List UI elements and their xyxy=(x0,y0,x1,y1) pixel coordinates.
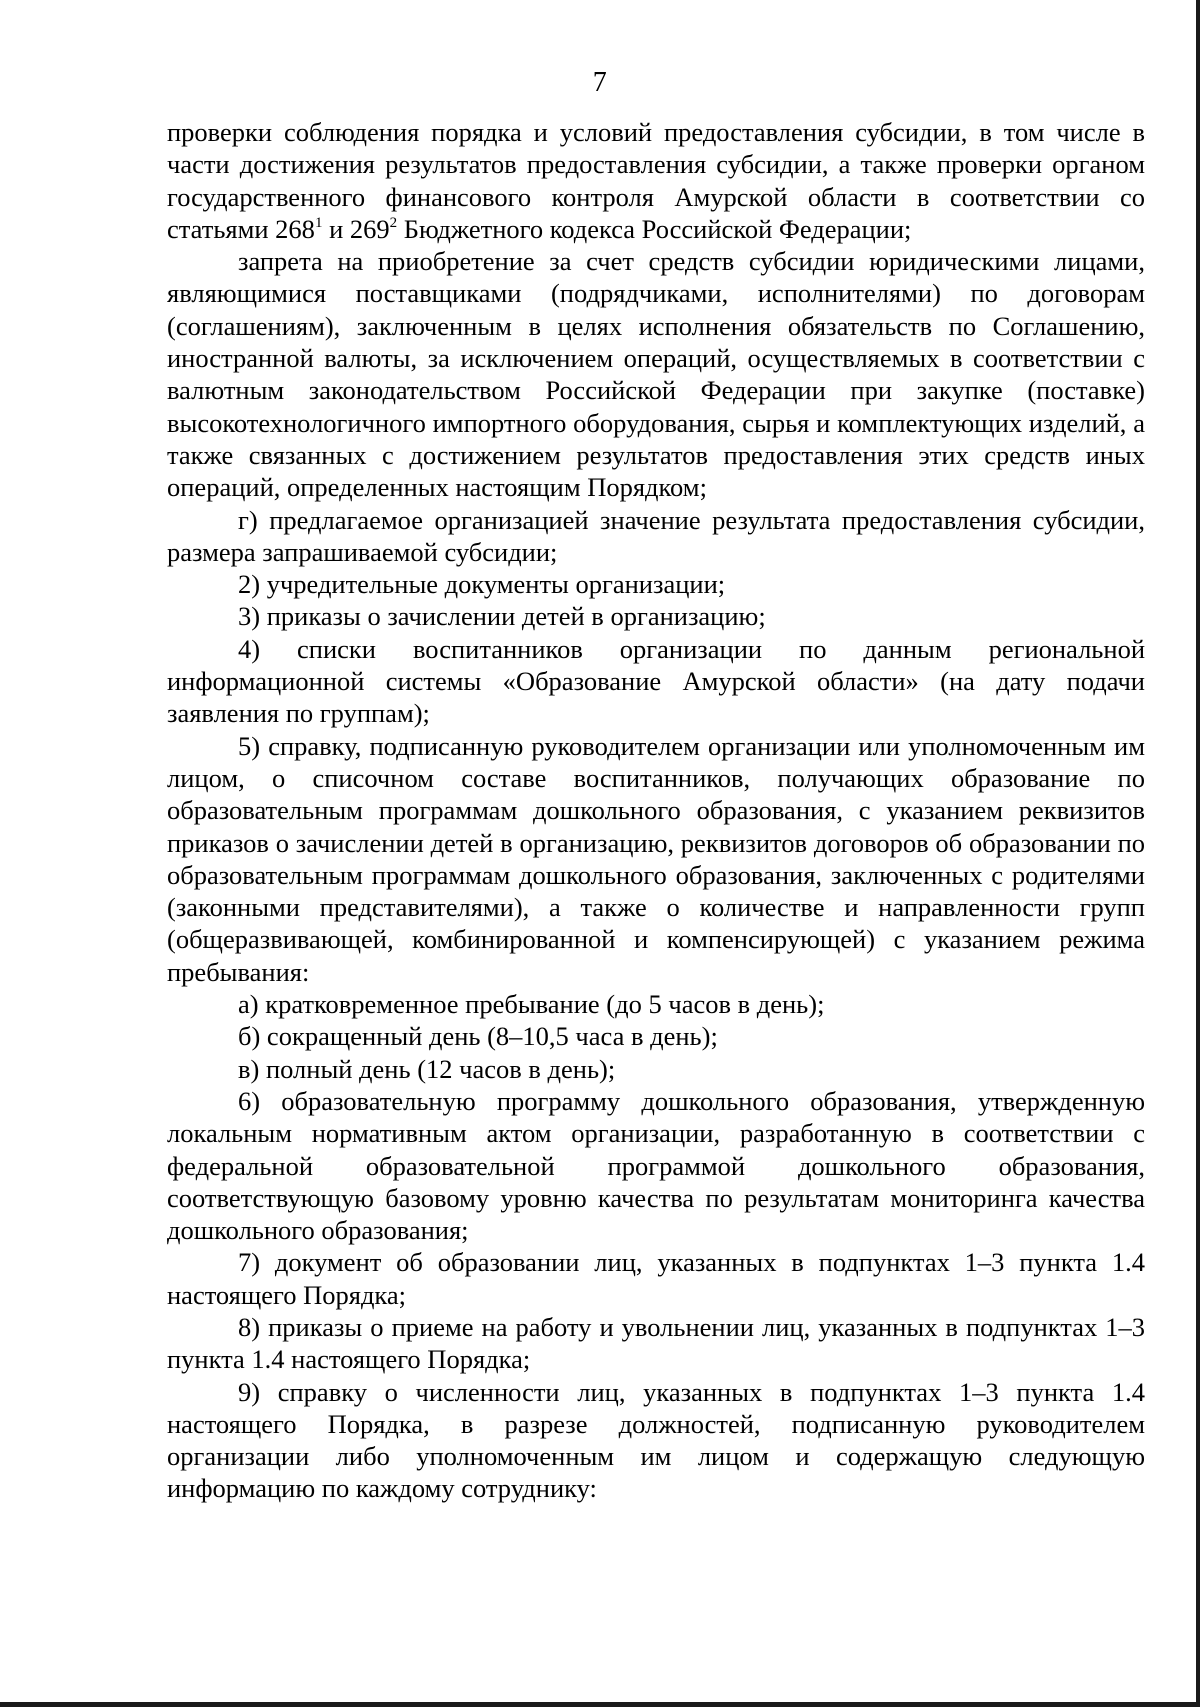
paragraph xyxy=(167,1020,1145,1052)
paragraph-text: и 269 xyxy=(322,213,390,244)
page-number: 7 xyxy=(592,67,608,98)
paragraph xyxy=(167,1085,1145,1246)
paragraph xyxy=(167,730,1145,988)
superscript: 1 xyxy=(314,214,323,231)
paragraph xyxy=(167,1053,1145,1085)
paragraph xyxy=(167,1246,1145,1311)
paragraph xyxy=(167,600,1145,632)
superscript: 2 xyxy=(389,214,398,231)
paragraph xyxy=(167,633,1145,730)
paragraph-text: запрета на приобретение за счет средств субсидии юридическими лицами, являющимися поставщиками (подрядчиками, исполнителями) по договорам (соглашениям), заключенным в целях исполнения обязательств по Соглашению, иностранной валюты, за исключением операций, осуществляемых в соответствии с валютным законодательством Российской Федерации при закупке (поставке) высокотехнологичного импортного оборудования, сырья и комплектующих изделий, а также связанных с достижением результатов предоставления этих средств иных операций, определенных настоящим Порядком; xyxy=(167,246,1145,503)
paragraph-text: 6) образовательную программу дошкольного образования, утвержденную локальным нормативным актом организации, разработанную в соответствии с федеральной образовательной программой дошкольного образования, соответствующую базовому уровню качества по результатам мониторинга качества дошкольного образования; xyxy=(167,1085,1145,1246)
paragraph xyxy=(167,1376,1145,1505)
paragraph xyxy=(167,568,1145,600)
paragraph xyxy=(167,504,1145,569)
paragraph-text: 7) документ об образовании лиц, указанных в подпунктах 1–3 пункта 1.4 настоящего Порядка; xyxy=(167,1247,1145,1310)
paragraph-text: 5) справку, подписанную руководителем организации или уполномоченным им лицом, о списочном составе воспитанников, получающих образование по образовательным программам дошкольного образования, с указанием реквизитов приказов о зачислении детей в организацию, реквизитов договоров об образовании по образовательным программам дошкольного образования, заключенных с родителями (законными представителями), а также о количестве и направленности групп (общеразвивающей, комбинированной и компенсирующей) с указанием режима пребывания: xyxy=(167,730,1145,987)
paragraph-text: 3) приказы о зачислении детей в организацию; xyxy=(238,601,766,632)
paragraph-text: Бюджетного кодекса Российской Федерации; xyxy=(397,213,912,244)
paragraph-text: 9) справку о численности лиц, указанных в подпунктах 1–3 пункта 1.4 настоящего Порядка, в разрезе должностей, подписанную руководителем организации либо уполномоченным им лицом и содержащую следующую информацию по каждому сотруднику: xyxy=(167,1376,1145,1504)
paragraph-text: 8) приказы о приеме на работу и увольнении лиц, указанных в подпунктах 1–3 пункта 1.4 настоящего Порядка; xyxy=(167,1311,1145,1375)
paragraph xyxy=(167,245,1145,503)
paragraph-text: в) полный день (12 часов в день); xyxy=(238,1053,616,1084)
paragraph-text: 4) списки воспитанников организации по данным региональной информационной системы «Образование Амурской области» (на дату подачи заявления по группам); xyxy=(167,633,1145,729)
scan-edge-bottom xyxy=(0,1702,1200,1707)
paragraph-text: проверки соблюдения порядка и условий предоставления субсидии, в том числе в части достижения результатов предоставления субсидии, а также проверки органом государственного финансового контроля Амурской области в соответствии со статьями 268 xyxy=(167,117,1145,244)
paragraph-text: б) сокращенный день (8–10,5 часа в день); xyxy=(238,1021,718,1052)
paragraph-text: г) предлагаемое организацией значение результата предоставления субсидии, размера запрашиваемой субсидии; xyxy=(167,504,1145,567)
scan-edge-right xyxy=(1196,0,1200,1707)
paragraph xyxy=(167,1311,1145,1376)
document-body xyxy=(167,116,1145,1505)
paragraph-text: а) кратковременное пребывание (до 5 часов в день); xyxy=(238,989,825,1020)
paragraph xyxy=(167,116,1145,245)
paragraph xyxy=(167,988,1145,1020)
paragraph-text: 2) учредительные документы организации; xyxy=(238,569,726,600)
